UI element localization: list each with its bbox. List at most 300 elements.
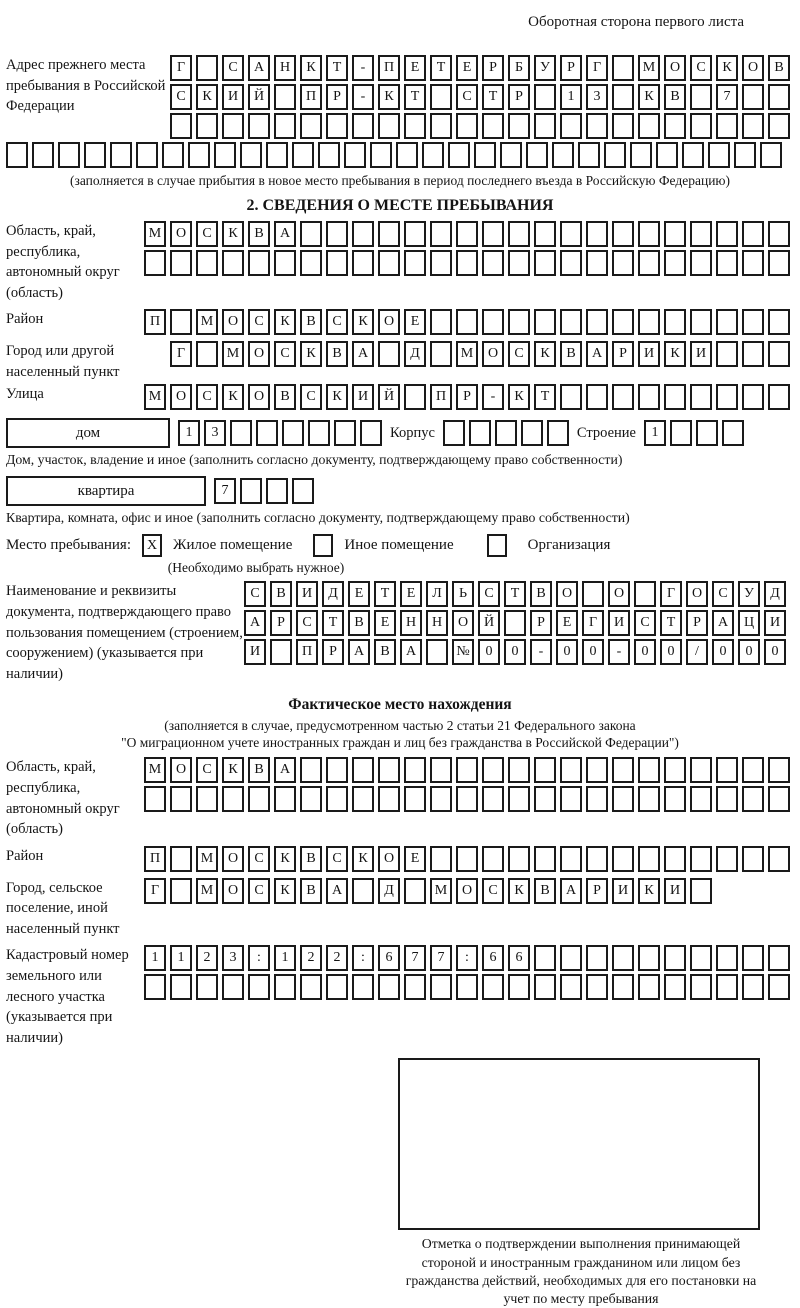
char-cell: Т [660, 610, 682, 636]
char-cell: М [144, 384, 166, 410]
char-cell [716, 384, 738, 410]
char-cell: 0 [660, 639, 682, 665]
raion-label: Район [6, 311, 44, 328]
char-cell: 1 [274, 945, 296, 971]
char-cell: К [222, 757, 244, 783]
char-cell: 3 [222, 945, 244, 971]
char-cell: С [244, 581, 266, 607]
char-cell [768, 309, 790, 335]
char-cell [768, 221, 790, 247]
char-cell [144, 250, 166, 276]
char-cell: А [586, 341, 608, 367]
char-cell [742, 84, 764, 110]
char-cell [560, 113, 582, 139]
char-cell: В [274, 384, 296, 410]
char-cell [292, 142, 314, 168]
section2-title: 2. СВЕДЕНИЯ О МЕСТЕ ПРЕБЫВАНИЯ [246, 197, 554, 214]
char-cell: Б [508, 55, 530, 81]
char-cell: С [170, 84, 192, 110]
char-cell: О [170, 384, 192, 410]
char-cell [136, 142, 158, 168]
char-cell: Л [426, 581, 448, 607]
char-cell [456, 846, 478, 872]
char-cell: К [196, 84, 218, 110]
char-cell [430, 846, 452, 872]
char-cell: Р [482, 55, 504, 81]
char-cell: М [144, 757, 166, 783]
stroenie-cells [644, 420, 744, 446]
char-cell [495, 420, 517, 446]
char-cell [508, 757, 530, 783]
char-cell [230, 420, 252, 446]
fact-location-title: Фактическое место нахождения [288, 696, 512, 714]
char-cell: С [274, 341, 296, 367]
char-cell [690, 250, 712, 276]
char-cell: И [638, 341, 660, 367]
char-cell: А [352, 341, 374, 367]
oblast-label: Область, край, республика, автономный округ (область) [6, 223, 120, 301]
char-cell: П [144, 846, 166, 872]
char-cell: Д [404, 341, 426, 367]
char-cell [352, 250, 374, 276]
char-cell [670, 420, 692, 446]
char-cell [222, 974, 244, 1000]
char-cell [500, 142, 522, 168]
char-cell: Р [508, 84, 530, 110]
char-cell [612, 974, 634, 1000]
char-cell: Р [686, 610, 708, 636]
char-cell [274, 84, 296, 110]
previous-address-row-4 [6, 142, 794, 168]
char-cell: А [326, 878, 348, 904]
char-cell [638, 309, 660, 335]
char-cell: А [712, 610, 734, 636]
char-cell: Г [586, 55, 608, 81]
fact-gorod-row [144, 878, 712, 904]
char-cell [352, 974, 374, 1000]
char-cell [430, 113, 452, 139]
stamp-area [398, 1058, 764, 1308]
char-cell [586, 309, 608, 335]
char-cell [430, 221, 452, 247]
char-cell [742, 113, 764, 139]
char-cell [521, 420, 543, 446]
char-cell [716, 341, 738, 367]
char-cell: : [352, 945, 374, 971]
char-cell: Г [170, 55, 192, 81]
previous-address-label: Адрес прежнего места пребывания в Российской Федерации [6, 57, 166, 115]
kvartira-row [6, 476, 794, 506]
char-cell: О [248, 341, 270, 367]
char-cell: Е [556, 610, 578, 636]
previous-address-row-1 [170, 55, 790, 81]
char-cell: В [560, 341, 582, 367]
char-cell [430, 309, 452, 335]
char-cell [456, 786, 478, 812]
char-cell: В [300, 309, 322, 335]
char-cell: С [326, 846, 348, 872]
char-cell [300, 250, 322, 276]
char-cell [656, 142, 678, 168]
gorod-row [170, 341, 790, 367]
char-cell: О [222, 878, 244, 904]
char-cell [352, 221, 374, 247]
char-cell [508, 250, 530, 276]
char-cell: О [742, 55, 764, 81]
char-cell: Г [660, 581, 682, 607]
fact-oblast-row-2 [144, 786, 790, 812]
char-cell [430, 250, 452, 276]
char-cell: № [452, 639, 474, 665]
char-cell: В [300, 878, 322, 904]
char-cell: К [222, 384, 244, 410]
char-cell: 1 [644, 420, 666, 446]
korpus-label: Корпус [390, 424, 435, 441]
char-cell [378, 757, 400, 783]
dom-note: Дом, участок, владение и иное (заполнить согласно документу, подтверждающему право собственности) [6, 452, 623, 468]
char-cell: Е [404, 55, 426, 81]
char-cell [612, 309, 634, 335]
char-cell [300, 113, 322, 139]
char-cell [768, 974, 790, 1000]
char-cell [482, 250, 504, 276]
char-cell [426, 639, 448, 665]
stamp-caption: Отметка о подтверждении выполнения принимающей стороной и иностранным гражданином или лицом без гражданства действий, необходимых для его постановки на учет по месту пребывания [405, 1236, 757, 1306]
char-cell: М [456, 341, 478, 367]
char-cell [214, 142, 236, 168]
checkbox-inoe [313, 534, 333, 557]
char-cell [196, 341, 218, 367]
char-cell: О [170, 757, 192, 783]
char-cell [378, 341, 400, 367]
char-cell: С [196, 757, 218, 783]
char-cell [716, 113, 738, 139]
char-cell: С [248, 846, 270, 872]
char-cell [690, 221, 712, 247]
char-cell [742, 945, 764, 971]
char-cell [716, 846, 738, 872]
char-cell [222, 786, 244, 812]
char-cell: С [196, 384, 218, 410]
raion-row [144, 309, 790, 335]
fact-gorod-label: Город, сельское поселение, иной населенный пункт [6, 879, 120, 937]
dom-box: дом [6, 418, 170, 448]
char-cell: 7 [716, 84, 738, 110]
fact-oblast-rows [144, 757, 790, 812]
char-cell: К [222, 221, 244, 247]
char-cell [266, 478, 288, 504]
char-cell: - [482, 384, 504, 410]
char-cell: - [352, 84, 374, 110]
char-cell [404, 384, 426, 410]
char-cell [196, 974, 218, 1000]
char-cell [560, 250, 582, 276]
char-cell [352, 113, 374, 139]
char-cell [690, 113, 712, 139]
char-cell: С [248, 309, 270, 335]
char-cell [664, 221, 686, 247]
char-cell [534, 846, 556, 872]
char-cell [188, 142, 210, 168]
char-cell [612, 846, 634, 872]
char-cell [508, 309, 530, 335]
char-cell [404, 113, 426, 139]
char-cell [378, 786, 400, 812]
char-cell: Е [404, 309, 426, 335]
char-cell [664, 846, 686, 872]
char-cell [534, 786, 556, 812]
char-cell [196, 786, 218, 812]
char-cell [32, 142, 54, 168]
char-cell [300, 221, 322, 247]
field-fact-gorod [6, 878, 794, 940]
char-cell [378, 113, 400, 139]
char-cell: Р [530, 610, 552, 636]
char-cell [274, 786, 296, 812]
char-cell: К [274, 309, 296, 335]
char-cell: Е [456, 55, 478, 81]
char-cell [456, 221, 478, 247]
char-cell: А [560, 878, 582, 904]
char-cell: В [768, 55, 790, 81]
char-cell [638, 846, 660, 872]
char-cell [742, 974, 764, 1000]
document-row-3 [244, 639, 786, 665]
char-cell [586, 846, 608, 872]
char-cell: И [612, 878, 634, 904]
char-cell [334, 420, 356, 446]
char-cell [604, 142, 626, 168]
char-cell: А [244, 610, 266, 636]
char-cell [716, 309, 738, 335]
char-cell: О [378, 309, 400, 335]
char-cell [534, 113, 556, 139]
char-cell [664, 250, 686, 276]
char-cell: О [222, 309, 244, 335]
fact-raion-label: Район [6, 847, 44, 864]
char-cell: 7 [214, 478, 236, 504]
char-cell [326, 786, 348, 812]
char-cell: К [508, 384, 530, 410]
fact-location-note-1: (заполняется в случае, предусмотренном частью 2 статьи 21 Федерального закона [164, 718, 636, 734]
char-cell: С [222, 55, 244, 81]
char-cell: 0 [478, 639, 500, 665]
char-cell [266, 142, 288, 168]
char-cell [482, 757, 504, 783]
char-cell [612, 945, 634, 971]
char-cell [552, 142, 574, 168]
char-cell [378, 250, 400, 276]
char-cell [508, 786, 530, 812]
char-cell [768, 384, 790, 410]
char-cell [456, 309, 478, 335]
char-cell [396, 142, 418, 168]
char-cell: С [690, 55, 712, 81]
char-cell: Т [504, 581, 526, 607]
char-cell [504, 610, 526, 636]
char-cell: Н [426, 610, 448, 636]
char-cell [586, 945, 608, 971]
gorod-label: Город или другой населенный пункт [6, 343, 120, 380]
char-cell [256, 420, 278, 446]
char-cell: И [244, 639, 266, 665]
field-kadastr [6, 945, 794, 1048]
char-cell [560, 221, 582, 247]
char-cell [300, 786, 322, 812]
char-cell [144, 786, 166, 812]
fact-raion-row [144, 846, 790, 872]
char-cell [170, 113, 192, 139]
char-cell [170, 974, 192, 1000]
char-cell [404, 757, 426, 783]
char-cell: А [248, 55, 270, 81]
char-cell [430, 84, 452, 110]
korpus-cells [443, 420, 569, 446]
char-cell [456, 974, 478, 1000]
char-cell: О [452, 610, 474, 636]
char-cell [586, 113, 608, 139]
char-cell: / [686, 639, 708, 665]
oblast-rows [144, 221, 790, 276]
char-cell [469, 420, 491, 446]
char-cell: А [400, 639, 422, 665]
char-cell [716, 221, 738, 247]
char-cell [534, 757, 556, 783]
char-cell [560, 945, 582, 971]
char-cell [612, 113, 634, 139]
char-cell [690, 84, 712, 110]
char-cell: К [638, 84, 660, 110]
char-cell [768, 945, 790, 971]
char-cell: Т [374, 581, 396, 607]
char-cell: С [456, 84, 478, 110]
stamp-box [398, 1058, 760, 1230]
char-cell: 7 [404, 945, 426, 971]
char-cell [742, 221, 764, 247]
checkbox-zhiloe: X [142, 534, 162, 557]
char-cell [474, 142, 496, 168]
char-cell [742, 341, 764, 367]
char-cell [742, 757, 764, 783]
char-cell [274, 113, 296, 139]
char-cell: О [608, 581, 630, 607]
char-cell [352, 878, 374, 904]
char-cell: П [430, 384, 452, 410]
char-cell [6, 142, 28, 168]
char-cell: А [274, 757, 296, 783]
char-cell [443, 420, 465, 446]
char-cell: О [456, 878, 478, 904]
char-cell [664, 945, 686, 971]
char-cell: Т [322, 610, 344, 636]
field-previous-address [6, 55, 794, 139]
char-cell: С [712, 581, 734, 607]
char-cell [612, 250, 634, 276]
char-cell: Р [612, 341, 634, 367]
char-cell: М [430, 878, 452, 904]
char-cell [58, 142, 80, 168]
char-cell: В [664, 84, 686, 110]
char-cell [534, 221, 556, 247]
char-cell: Г [144, 878, 166, 904]
char-cell: 3 [204, 420, 226, 446]
char-cell [690, 384, 712, 410]
char-cell [526, 142, 548, 168]
char-cell [690, 945, 712, 971]
char-cell [690, 878, 712, 904]
char-cell [638, 113, 660, 139]
char-cell [270, 639, 292, 665]
char-cell [586, 384, 608, 410]
kvartira-note: Квартира, комната, офис и иное (заполнить согласно документу, подтверждающему право собственности) [6, 510, 630, 526]
char-cell [768, 84, 790, 110]
char-cell: К [664, 341, 686, 367]
char-cell: Г [170, 341, 192, 367]
char-cell [274, 250, 296, 276]
char-cell [370, 142, 392, 168]
char-cell: В [248, 757, 270, 783]
char-cell: В [348, 610, 370, 636]
char-cell [326, 113, 348, 139]
char-cell: 0 [634, 639, 656, 665]
char-cell: Т [326, 55, 348, 81]
char-cell [742, 786, 764, 812]
char-cell: И [296, 581, 318, 607]
char-cell [690, 757, 712, 783]
char-cell: К [716, 55, 738, 81]
char-cell: И [222, 84, 244, 110]
char-cell: Е [348, 581, 370, 607]
char-cell [170, 309, 192, 335]
char-cell: В [534, 878, 556, 904]
field-fact-oblast [6, 757, 794, 839]
char-cell: М [638, 55, 660, 81]
char-cell [547, 420, 569, 446]
char-cell [638, 384, 660, 410]
char-cell [404, 786, 426, 812]
fact-oblast-label: Область, край, республика, автономный округ (область) [6, 759, 120, 838]
kadastr-label: Кадастровый номер земельного или лесного участка (указывается при наличии) [6, 947, 129, 1046]
char-cell [300, 974, 322, 1000]
char-cell: Т [404, 84, 426, 110]
char-cell [482, 309, 504, 335]
char-cell: И [764, 610, 786, 636]
char-cell: Д [322, 581, 344, 607]
oblast-row-1 [144, 221, 790, 247]
char-cell [742, 846, 764, 872]
page-side-note: Оборотная сторона первого листа [528, 14, 744, 30]
char-cell: Н [274, 55, 296, 81]
char-cell: 2 [196, 945, 218, 971]
char-cell [248, 250, 270, 276]
char-cell: К [352, 846, 374, 872]
char-cell: М [144, 221, 166, 247]
char-cell: Г [582, 610, 604, 636]
char-cell [222, 113, 244, 139]
char-cell: Ь [452, 581, 474, 607]
char-cell [170, 846, 192, 872]
char-cell: У [738, 581, 760, 607]
char-cell [760, 142, 782, 168]
char-cell [422, 142, 444, 168]
char-cell [308, 420, 330, 446]
char-cell: П [296, 639, 318, 665]
char-cell [170, 878, 192, 904]
char-cell: О [248, 384, 270, 410]
char-cell: С [482, 878, 504, 904]
char-cell: К [274, 846, 296, 872]
char-cell: Н [400, 610, 422, 636]
